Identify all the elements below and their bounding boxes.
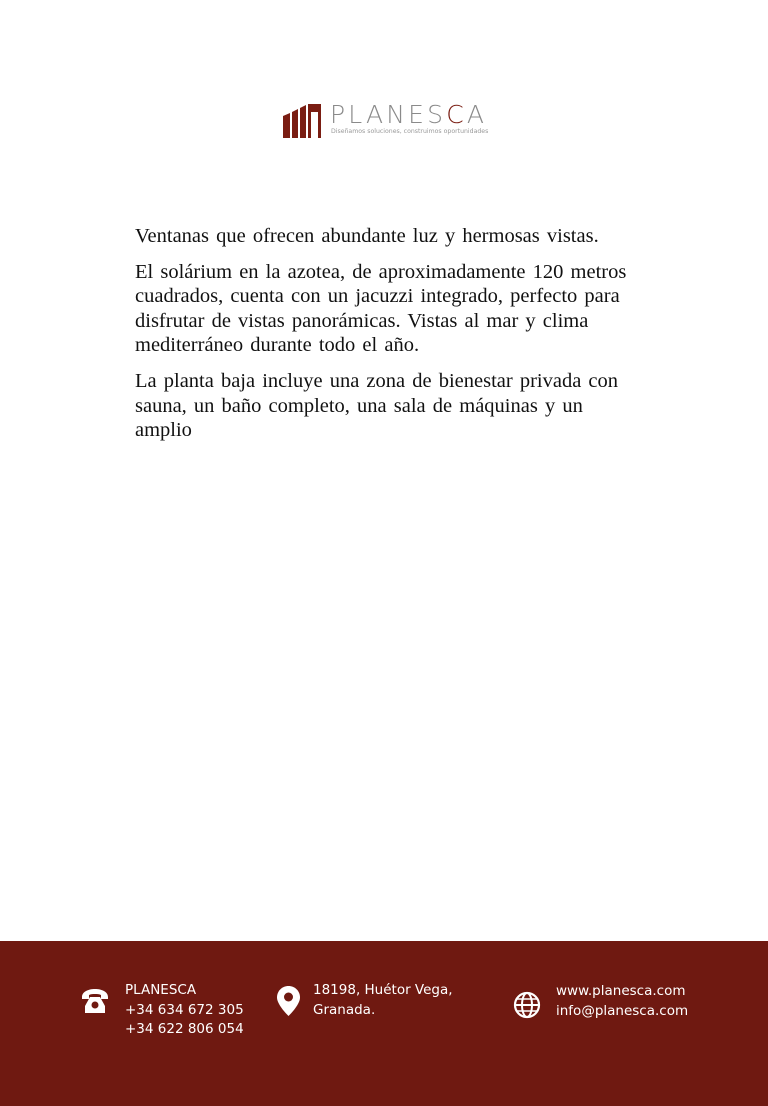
building-logo-icon	[283, 104, 321, 138]
brand-name-accent: C	[446, 100, 467, 129]
company-logo	[283, 100, 513, 140]
phone-number-link[interactable]: +34 622 806 054	[125, 1021, 244, 1037]
website-link[interactable]: www.planesca.com	[556, 983, 686, 999]
telephone-icon	[80, 988, 110, 1014]
phone-number-link[interactable]: +34 634 672 305	[125, 1001, 244, 1018]
text-line: cuadrados, cuenta con un jacuzzi integrado, perfecto para	[135, 285, 620, 308]
paragraph-ground-floor	[135, 369, 667, 443]
location-pin-icon	[276, 985, 301, 1017]
globe-icon	[513, 991, 541, 1019]
text-line: Ventanas que ofrecen abundante luz y hermosas vistas.	[135, 225, 599, 247]
address-text	[313, 981, 453, 1020]
brand-name-part-1: PLANES	[330, 100, 447, 129]
phone-contact-text	[125, 981, 244, 1040]
paragraph-solarium	[135, 260, 667, 358]
page-footer	[0, 941, 768, 1106]
text-line: amplio	[135, 419, 192, 442]
address-line: 18198, Huétor Vega,	[313, 982, 453, 998]
brand-name	[330, 100, 487, 130]
web-contact-text	[556, 982, 688, 1021]
text-line: sauna, un baño completo, una sala de máquinas y un	[135, 394, 583, 417]
text-line: El solárium en la azotea, de aproximadamente 120 metros	[135, 260, 627, 283]
paragraph-windows	[135, 224, 667, 249]
document-body	[135, 224, 667, 454]
address-line: Granada.	[313, 1001, 376, 1018]
company-name: PLANESCA	[125, 982, 197, 998]
brand-tagline: Diseñamos soluciones, construimos oportunidades	[331, 128, 489, 135]
text-line: disfrutar de vistas panorámicas. Vistas al mar y clima	[135, 309, 589, 332]
text-line: La planta baja incluye una zona de bienestar privada con	[135, 369, 619, 392]
brand-name-part-3: A	[466, 100, 488, 129]
text-line: mediterráneo durante todo el año.	[135, 334, 420, 357]
email-link[interactable]: info@planesca.com	[556, 1002, 689, 1019]
